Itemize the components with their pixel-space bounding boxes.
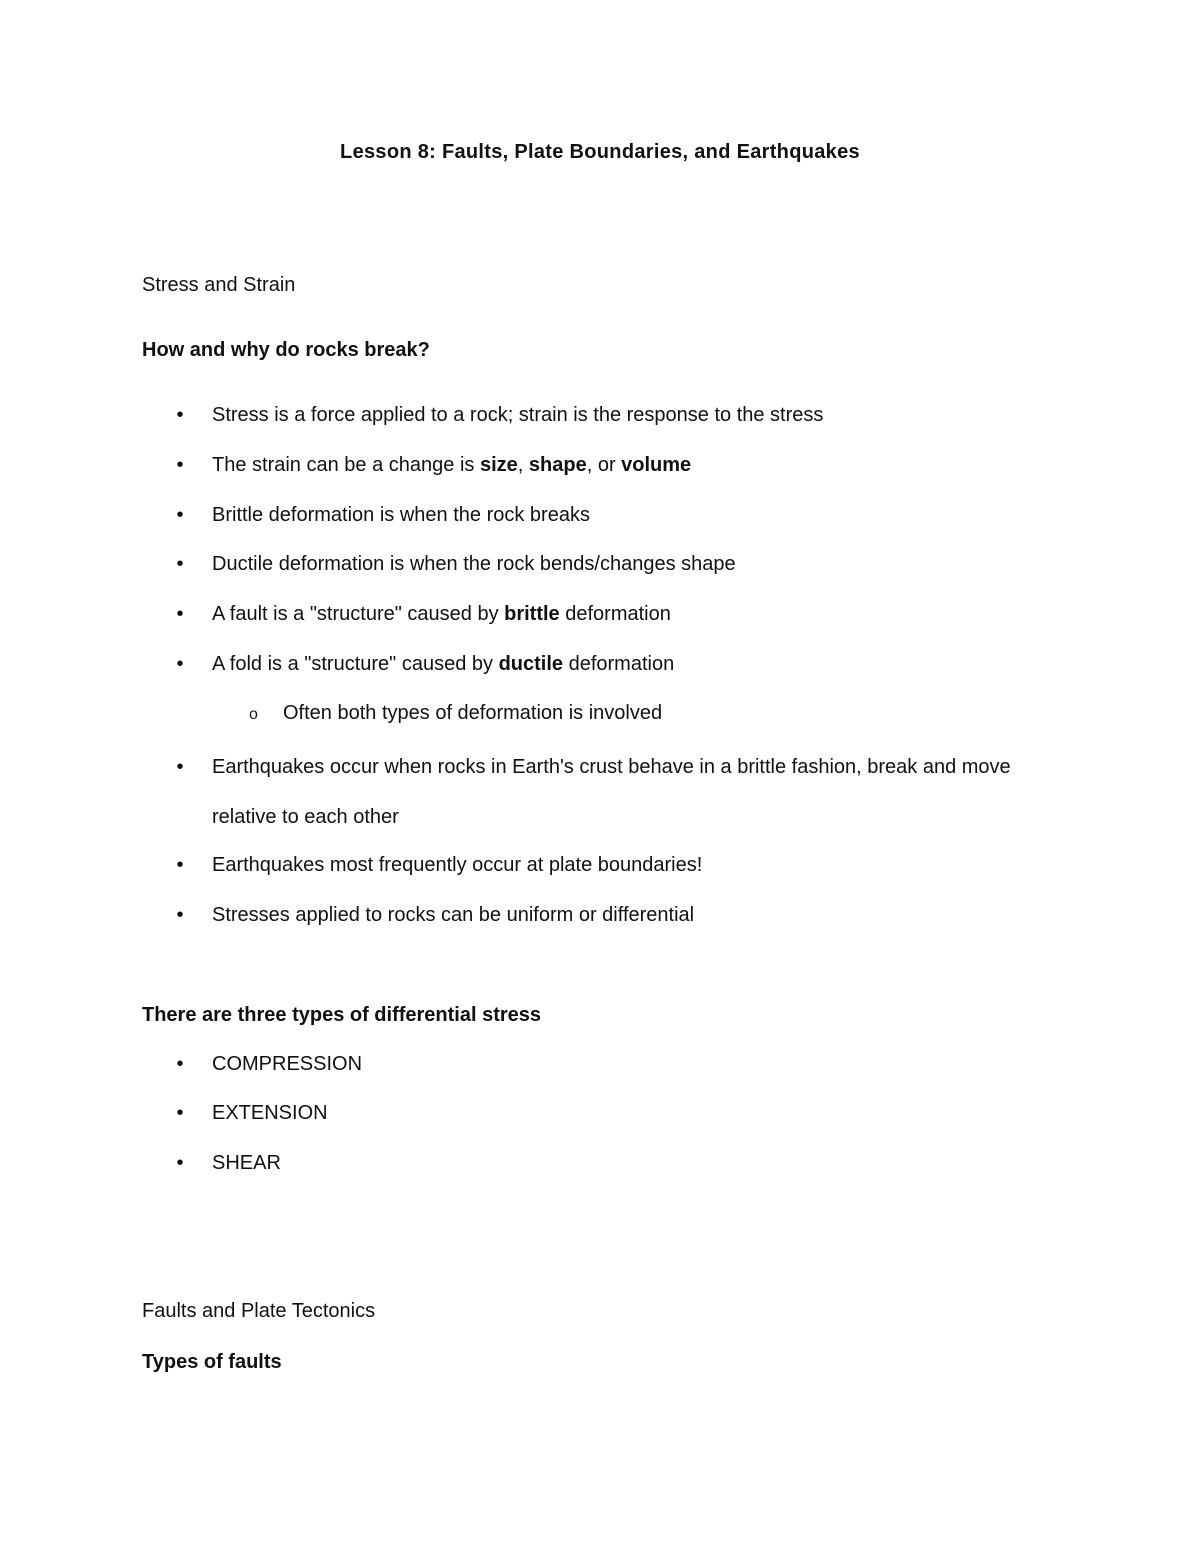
bullet-icon: •: [176, 553, 184, 575]
bullet-icon: •: [176, 653, 184, 675]
sub-list-item-text: Often both types of deformation is involved: [283, 702, 663, 724]
section-heading-stress-strain: Stress and Strain: [142, 274, 296, 296]
list-item-text: [212, 453, 691, 477]
question-heading: How and why do rocks break?: [142, 339, 430, 361]
bullet-icon: •: [176, 1053, 184, 1075]
bullet-icon: •: [176, 756, 184, 778]
section-heading-faults-plate-tectonics: Faults and Plate Tectonics: [142, 1300, 376, 1322]
bold-term-size: size: [479, 454, 518, 476]
bold-term-ductile: ductile: [498, 653, 564, 675]
list-item-text: EXTENSION: [212, 1102, 328, 1124]
document-title: Lesson 8: Faults, Plate Boundaries, and Earthquakes: [340, 141, 860, 163]
bullet-icon: •: [176, 603, 184, 625]
sub-bullet-icon: o: [249, 706, 258, 723]
text-run: ,: [517, 454, 529, 476]
text-run: The strain can be a change is: [212, 454, 480, 476]
text-run: deformation: [559, 603, 671, 625]
bold-term-shape: shape: [528, 454, 587, 476]
bullet-icon: •: [176, 454, 184, 476]
section-heading-differential-stress: There are three types of differential stress: [142, 1004, 542, 1026]
list-item-text: COMPRESSION: [212, 1053, 363, 1075]
list-item-text: Ductile deformation is when the rock bends/changes shape: [212, 553, 736, 575]
bullet-icon: •: [176, 1152, 184, 1174]
bold-term-volume: volume: [621, 454, 692, 476]
subheading-types-of-faults: Types of faults: [142, 1351, 282, 1373]
bold-term-brittle: brittle: [504, 603, 560, 625]
list-item-text: [212, 602, 671, 626]
text-run: A fault is a "structure" caused by: [212, 603, 505, 625]
bullet-icon: •: [176, 1102, 184, 1124]
list-item-text: [212, 652, 674, 676]
text-run: deformation: [563, 653, 675, 675]
bullet-icon: •: [176, 504, 184, 526]
text-run: , or: [586, 454, 622, 476]
list-item-text: Earthquakes most frequently occur at plate boundaries!: [212, 854, 703, 876]
bullet-icon: •: [176, 404, 184, 426]
list-item-text: Brittle deformation is when the rock breaks: [212, 504, 590, 526]
text-run: A fold is a "structure" caused by: [212, 653, 499, 675]
list-item-text: Stresses applied to rocks can be uniform or differential: [212, 904, 695, 926]
list-item-text: SHEAR: [212, 1152, 281, 1174]
list-item-text: Earthquakes occur when rocks in Earth's crust behave in a brittle fashion, break and move relative to each other: [212, 756, 1011, 828]
bullet-icon: •: [176, 904, 184, 926]
bullet-icon: •: [176, 854, 184, 876]
list-item-text: Stress is a force applied to a rock; strain is the response to the stress: [212, 404, 824, 426]
